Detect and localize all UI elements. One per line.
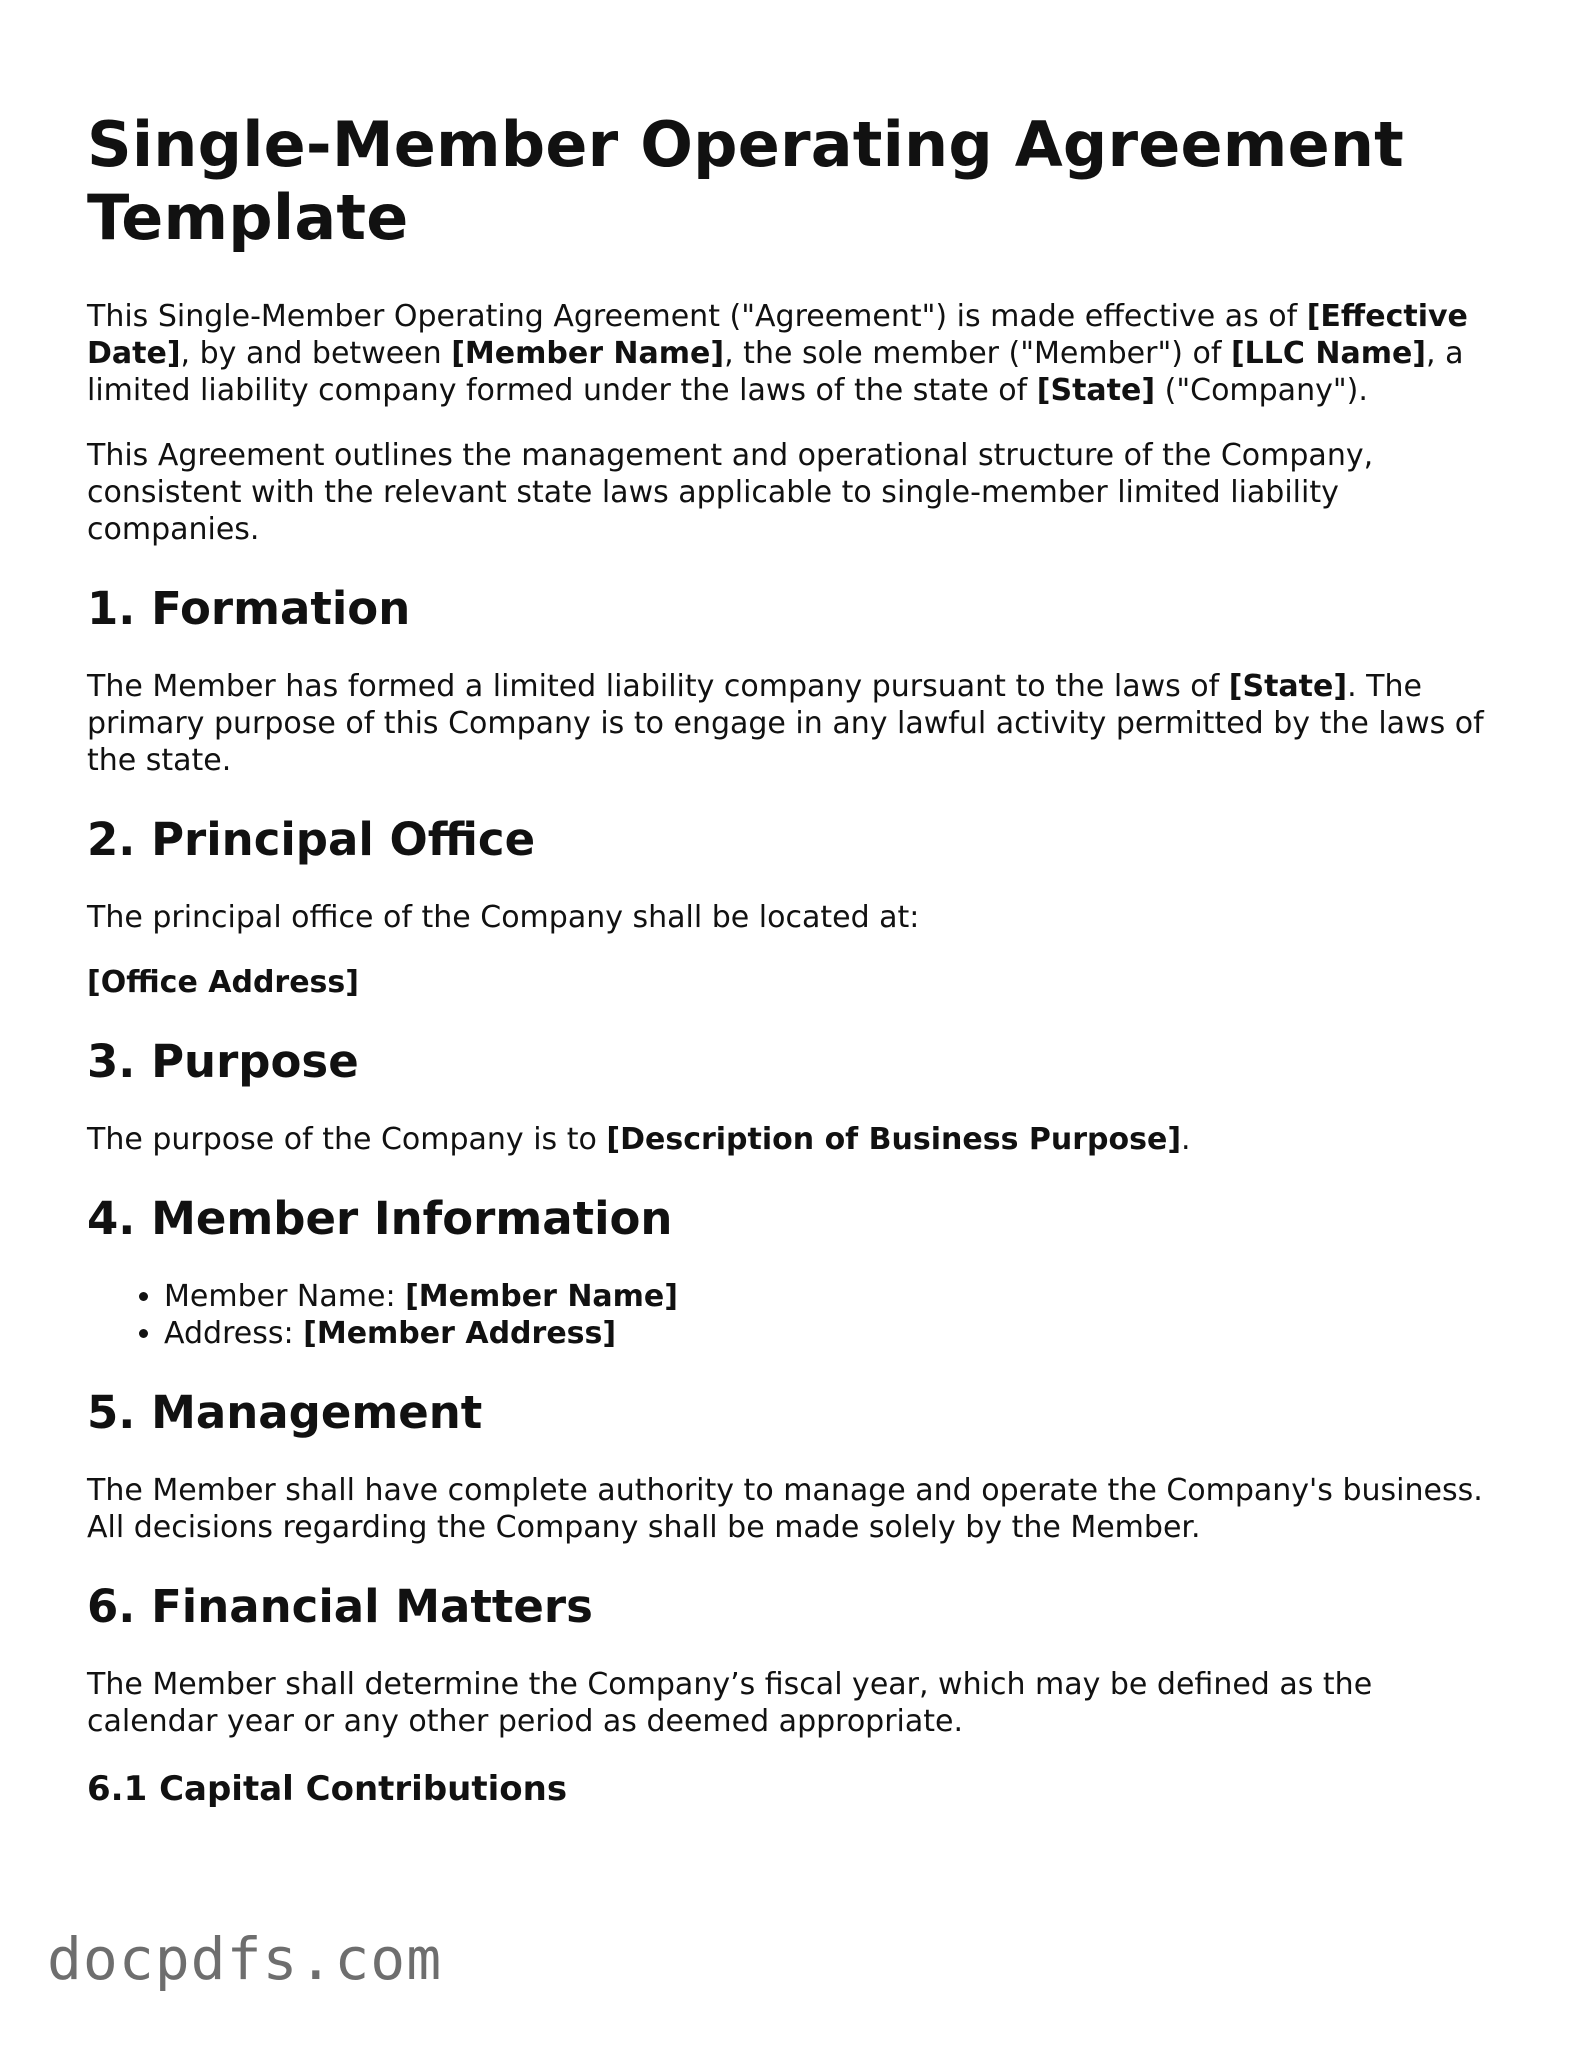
intro-text-e: ("Company"). [1155,373,1368,408]
intro-text-b: , by and between [180,336,452,371]
watermark: docpdfs.com [47,1925,443,1993]
capital-contributions-heading: 6.1 Capital Contributions [87,1769,568,1809]
member-address-value: [Member Address] [303,1316,617,1351]
llc-name-placeholder: [LLC Name] [1230,336,1427,371]
member-name-value: [Member Name] [405,1279,678,1314]
formation-state-placeholder: [State] [1228,669,1348,704]
formation-paragraph [87,668,1487,779]
purpose-heading: 3. Purpose [87,1035,359,1088]
list-item [164,1315,1487,1352]
document-page [87,108,1487,1810]
list-item [164,1278,1487,1315]
management-paragraph: The Member shall have complete authority to manage and operate the Company's business. All decisions regarding the Company shall be made solely by the Member. [87,1473,1483,1545]
office-address-text: [Office Address] [87,965,359,1000]
purpose-text-a: The purpose of the Company is to [87,1122,607,1157]
member-name-label: Member Name: [164,1279,406,1314]
document-title: Single-Member Operating Agreement Template [87,108,1405,254]
principal-office-paragraph: The principal office of the Company shall be located at: [87,900,920,935]
financial-matters-heading: 6. Financial Matters [87,1580,593,1633]
principal-office-heading: 2. Principal Office [87,813,536,866]
state-placeholder: [State] [1036,373,1156,408]
intro-paragraph-1 [87,298,1487,409]
purpose-paragraph [87,1121,1487,1158]
intro-text-c: , the sole member ("Member") of [724,336,1231,371]
formation-text-b: . The primary purpose of this Company is to engage in any lawful activity permitted by the laws of the state. [87,669,1484,778]
financial-matters-paragraph: The Member shall determine the Company’s fiscal year, which may be defined as the calendar year or any other period as deemed appropriate. [87,1667,1373,1739]
effective-date-placeholder: [Effective Date] [87,299,1468,371]
management-heading: 5. Management [87,1386,483,1439]
member-information-list [87,1278,1487,1352]
formation-heading: 1. Formation [87,582,411,635]
business-purpose-placeholder: [Description of Business Purpose] [606,1122,1182,1157]
intro-text-a: This Single-Member Operating Agreement ("Agreement") is made effective as of [87,299,1307,334]
member-address-label: Address: [164,1316,304,1351]
office-address-placeholder [87,964,1487,1001]
intro-text-d: , a limited liability company formed under the laws of the state of [87,336,1464,408]
member-information-heading: 4. Member Information [87,1192,673,1245]
intro-paragraph-2: This Agreement outlines the management and operational structure of the Company, consistent with the relevant state laws applicable to single-member limited liability companies. [87,438,1374,547]
member-name-placeholder: [Member Name] [451,336,725,371]
formation-text-a: The Member has formed a limited liability company pursuant to the laws of [87,669,1229,704]
purpose-text-b: . [1181,1122,1191,1157]
